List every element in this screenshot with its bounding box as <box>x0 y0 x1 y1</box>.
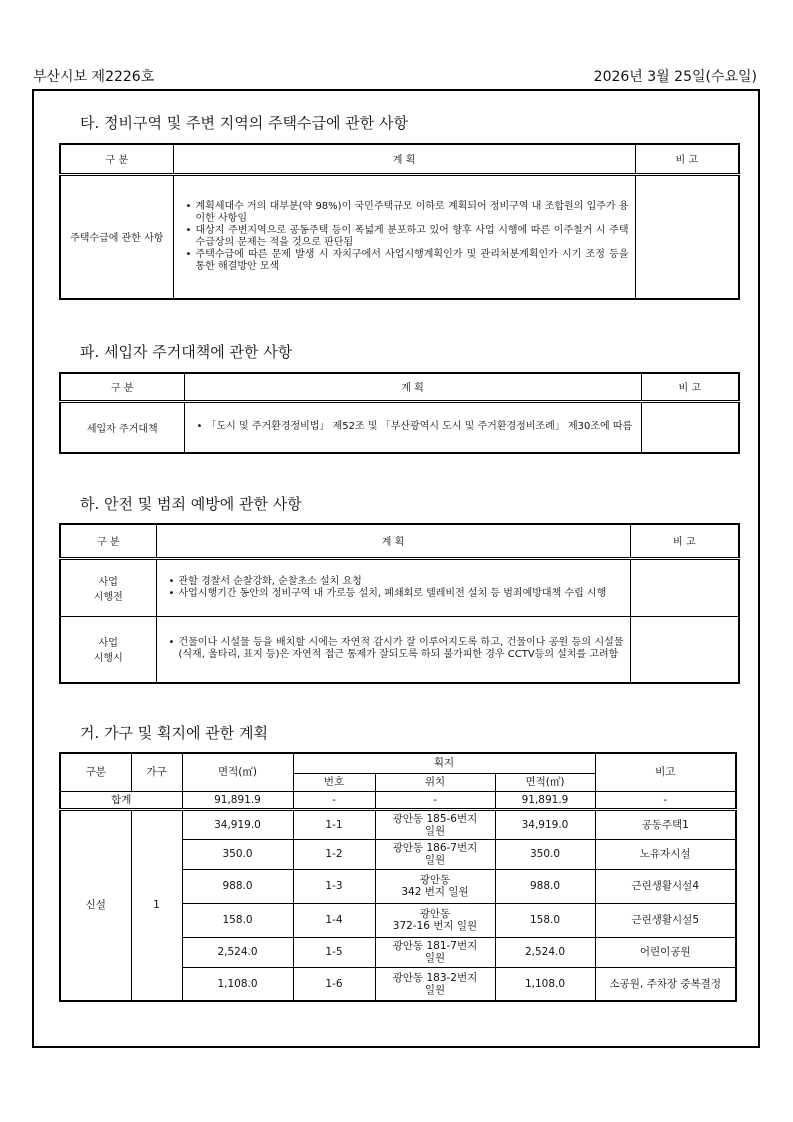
col-header-plan: 계 획 <box>184 373 641 401</box>
number-cell: 1-4 <box>293 903 375 937</box>
total-hoekji-area: 91,891.9 <box>495 791 595 809</box>
col-header-hoekji-area: 면적(㎡) <box>495 773 595 791</box>
group-gubun: 신설 <box>60 809 131 1001</box>
note-cell: 노유자시설 <box>595 839 736 869</box>
number-cell: 1-1 <box>293 809 375 839</box>
col-header-gubun: 구 분 <box>60 524 156 558</box>
location-line: 일원 <box>424 854 446 866</box>
table-row <box>60 809 736 839</box>
location-cell <box>375 869 495 903</box>
col-header-plan: 계 획 <box>156 524 630 558</box>
col-header-gubun: 구 분 <box>60 373 184 401</box>
location-line: 광안동 186-7번지 <box>392 842 478 854</box>
number-cell: 1-5 <box>293 937 375 967</box>
location-line: 광안동 <box>419 908 451 920</box>
row-label <box>60 616 156 683</box>
plan-bullet: • 사업시행기간 동안의 정비구역 내 가로등 설치, 폐쇄회로 텔레비전 설치 등 범죄예방대책 수립 시행 <box>179 588 624 600</box>
col-header-plan: 계 획 <box>173 144 635 174</box>
area-cell: 350.0 <box>182 839 293 869</box>
col-header-note: 비 고 <box>630 524 739 558</box>
area-cell: 1,108.0 <box>182 967 293 1001</box>
col-header-note: 비 고 <box>641 373 739 401</box>
hoekji-area-cell: 988.0 <box>495 869 595 903</box>
total-location: - <box>375 791 495 809</box>
plan-bullet: • 대상지 주변지역으로 공동주택 등이 폭넓게 분포하고 있어 향후 사업 시행에 따른 이주철거 시 주택수급상의 문제는 적을 것으로 판단됨 <box>196 225 629 249</box>
bulletin-issue: 부산시보 제2226호 <box>33 69 155 85</box>
location-line: 일원 <box>424 952 446 964</box>
location-cell <box>375 967 495 1001</box>
group-gagu: 1 <box>131 809 182 1001</box>
note-cell: 근린생활시설4 <box>595 869 736 903</box>
tenant-housing-table <box>59 372 740 454</box>
location-cell <box>375 903 495 937</box>
plan-cell <box>184 401 641 453</box>
col-header-gubun: 구분 <box>60 753 131 791</box>
crime-prevention-table <box>59 523 740 684</box>
hoekji-area-cell: 34,919.0 <box>495 809 595 839</box>
row-label: 세입자 주거대책 <box>60 401 184 453</box>
area-cell: 158.0 <box>182 903 293 937</box>
col-header-area: 면적(㎡) <box>182 753 293 791</box>
total-note: - <box>595 791 736 809</box>
note-cell: 근린생활시설5 <box>595 903 736 937</box>
note-cell: 공동주택1 <box>595 809 736 839</box>
row-label-line: 사업 <box>98 576 118 588</box>
location-line: 372-16 번지 일원 <box>392 920 478 932</box>
row-label: 주택수급에 관한 사항 <box>60 174 173 299</box>
note-cell: 어린이공원 <box>595 937 736 967</box>
number-cell: 1-2 <box>293 839 375 869</box>
section-title-geo: 거. 가구 및 획지에 관한 계획 <box>80 724 268 742</box>
note-cell: 소공원, 주차장 중복결정 <box>595 967 736 1001</box>
location-line: 일원 <box>424 824 446 837</box>
plan-bullet: • 「도시 및 주거환경정비법」 제52조 및 「부산광역시 도시 및 주거환경정비조례」 제30조에 따름 <box>207 421 635 433</box>
section-title-ta: 타. 정비구역 및 주변 지역의 주택수급에 관한 사항 <box>80 114 408 132</box>
location-line: 일원 <box>424 983 446 996</box>
col-header-note: 비 고 <box>635 144 739 174</box>
col-header-location: 위치 <box>375 773 495 791</box>
location-line: 광안동 181-7번지 <box>392 940 478 952</box>
number-cell: 1-6 <box>293 967 375 1001</box>
row-label-line: 사업 <box>98 638 118 650</box>
plan-cell <box>156 616 630 683</box>
area-cell: 34,919.0 <box>182 809 293 839</box>
housing-supply-table <box>59 143 740 300</box>
total-area: 91,891.9 <box>182 791 293 809</box>
location-line: 광안동 183-2번지 <box>392 971 478 984</box>
area-cell: 988.0 <box>182 869 293 903</box>
hoekji-area-cell: 1,108.0 <box>495 967 595 1001</box>
note-cell <box>635 174 739 299</box>
plan-bullet: • 주택수급에 따른 문제 발생 시 자치구에서 사업시행계획인가 및 관리처분계획인가 시기 조정 등을 통한 해결방안 모색 <box>196 249 629 273</box>
col-header-number: 번호 <box>293 773 375 791</box>
col-header-hoekji: 획지 <box>293 753 595 773</box>
row-label-line: 시행전 <box>93 591 123 603</box>
plan-bullet: • 건물이나 시설물 등을 배치할 시에는 자연적 감시가 잘 이루어지도록 하고, 건물이나 공원 등의 시설물(식재, 울타리, 표지 등)은 자연적 접근 통제가 잘되도록 하되 불가피한 경우 CCTV등의 설치를 고려함 <box>179 637 624 661</box>
note-cell <box>641 401 739 453</box>
location-cell <box>375 839 495 869</box>
section-title-ha: 하. 안전 및 범죄 예방에 관한 사항 <box>80 495 302 513</box>
location-line: 광안동 185-6번지 <box>392 812 478 825</box>
hoekji-area-cell: 350.0 <box>495 839 595 869</box>
total-number: - <box>293 791 375 809</box>
note-cell <box>630 616 739 683</box>
note-cell <box>630 558 739 616</box>
col-header-note: 비고 <box>595 753 736 791</box>
section-title-pa: 파. 세입자 주거대책에 관한 사항 <box>80 343 293 361</box>
plan-bullet: • 계획세대수 거의 대부분(약 98%)이 국민주택규모 이하로 계획되어 정비구역 내 조합원의 입주가 용이한 사항임 <box>196 201 629 225</box>
location-cell <box>375 937 495 967</box>
location-cell <box>375 809 495 839</box>
plan-bullet: • 관할 경찰서 순찰강화, 순찰초소 설치 요청 <box>179 576 624 588</box>
location-line: 광안동 <box>419 874 451 886</box>
col-header-gagu: 가구 <box>131 753 182 791</box>
number-cell: 1-3 <box>293 869 375 903</box>
col-header-gubun: 구 분 <box>60 144 173 174</box>
location-line: 342 번지 일원 <box>401 886 469 898</box>
plan-cell <box>156 558 630 616</box>
publication-date: 2026년 3월 25일(수요일) <box>593 69 757 85</box>
row-label <box>60 558 156 616</box>
total-label: 합계 <box>60 791 182 809</box>
hoekji-area-cell: 2,524.0 <box>495 937 595 967</box>
hoekji-area-cell: 158.0 <box>495 903 595 937</box>
plan-cell <box>173 174 635 299</box>
area-cell: 2,524.0 <box>182 937 293 967</box>
row-label-line: 시행시 <box>93 653 123 665</box>
block-lot-table <box>59 752 737 1002</box>
